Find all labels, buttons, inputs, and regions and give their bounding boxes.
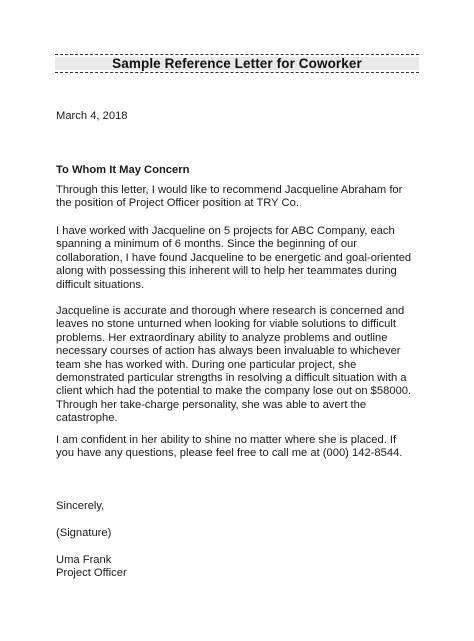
title-banner [55,54,419,74]
paragraph-line: difficult situations. [56,278,145,291]
paragraph-line: I am confident in her ability to shine no matter where she is placed. If [56,434,397,446]
signer-title: Project Officer [56,567,127,580]
paragraph-line: necessary courses of action has always been invaluable to whichever [56,345,401,358]
body-paragraph-4 [56,434,426,461]
title-bottom-dashed-rule [55,72,419,73]
paragraph-line: demonstrated particular strengths in resolving a difficult situation with a [56,372,407,385]
salutation: To Whom It May Concern [56,164,190,176]
body-paragraph-2 [56,225,426,292]
signer-block [56,554,426,581]
signer-name: Uma Frank [56,554,112,566]
closing: Sincerely, [56,500,105,512]
paragraph-line: problems. Her extraordinary ability to analyze problems and outline [56,331,388,344]
paragraph-line: you have any questions, please feel free to call me at (000) 142-8544. [56,447,403,460]
body-paragraph-1 [56,184,426,211]
paragraph-line: leaves no stone unturned when looking for viable solutions to difficult [56,318,396,331]
paragraph-line: Jacqueline is accurate and thorough where research is concerned and [56,305,405,317]
signature-placeholder: (Signature) [56,527,112,539]
paragraph-line: team she has worked with. During one particular project, she [56,358,357,371]
paragraph-line: Through her take-charge personality, she was able to avert the [56,398,367,411]
paragraph-line: along with possessing this inherent will to help her teammates during [56,265,397,278]
paragraph-line: the position of Project Officer position at TRY Co. [56,197,299,210]
paragraph-line: catastrophe. [56,412,118,425]
paragraph-line: I have worked with Jacqueline on 5 projects for ABC Company, each [56,225,395,237]
paragraph-line: spanning a minimum of 6 months. Since the beginning of our [56,238,357,251]
title-top-dashed-rule [55,54,419,55]
letter-date: March 4, 2018 [56,110,128,122]
paragraph-line: client which had the potential to make the company lose out on $58000. [56,385,412,398]
paragraph-line: collaboration, I have found Jacqueline to be energetic and goal-oriented [56,251,412,264]
document-title: Sample Reference Letter for Coworker [112,56,362,71]
paragraph-line: Through this letter, I would like to recommend Jacqueline Abraham for [56,184,403,196]
body-paragraph-3 [56,305,426,426]
